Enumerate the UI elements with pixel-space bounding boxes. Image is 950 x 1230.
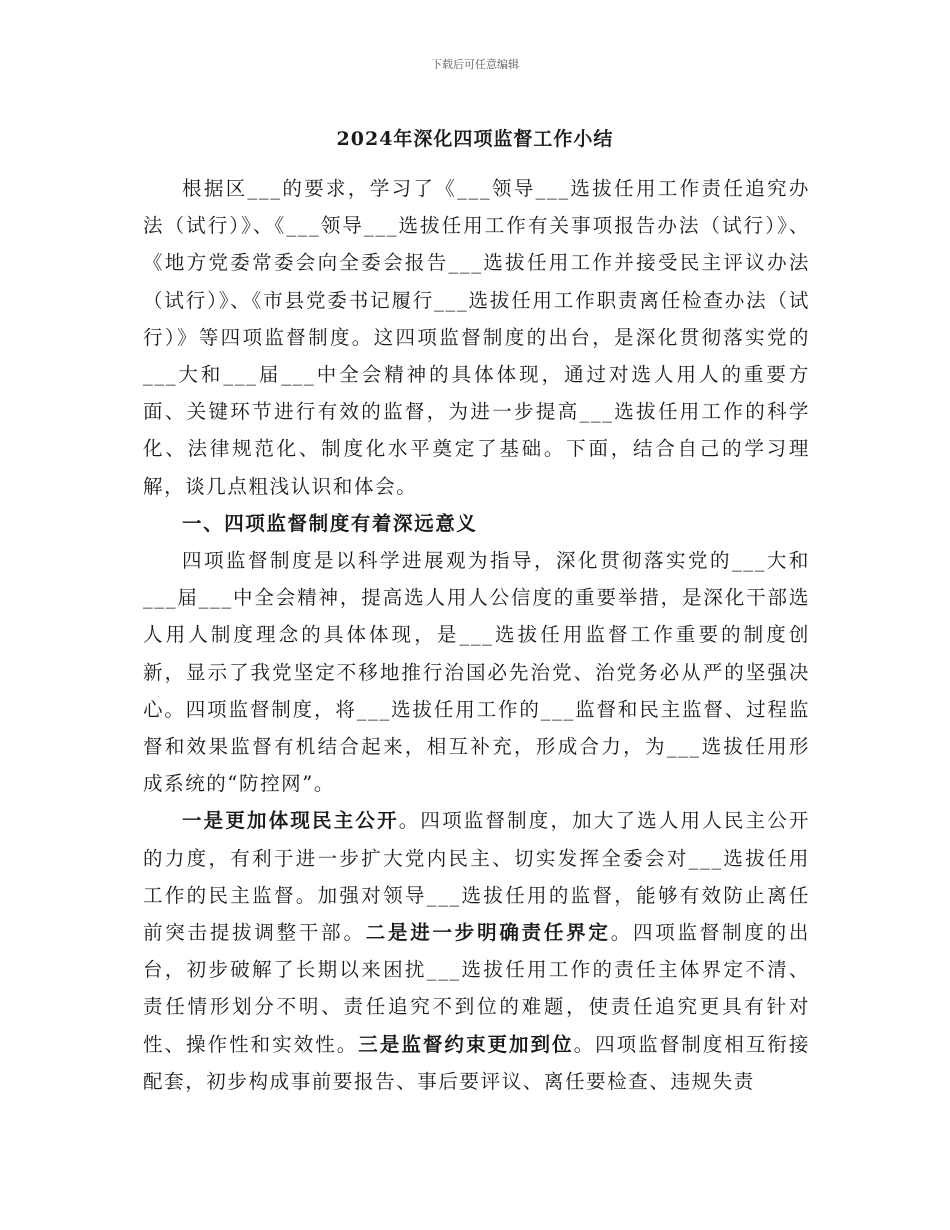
paragraph-points [143, 802, 810, 1100]
document-body [143, 170, 810, 1100]
point-2-text: 。四项监督制度的出台，初步破解了长期以来困扰___选拔任用工作的责任主体界定不清、责任情形划分不明、责任追究不到位的难题，使责任追究更具有针对性、操作性和实效性。 [143, 921, 810, 1056]
point-1-lead: 一是更加体现民主公开 [182, 809, 399, 833]
document-title: 2024年深化四项监督工作小结 [336, 128, 614, 150]
point-2-lead: 二是进一步明确责任界定 [365, 921, 611, 945]
point-3-text: 。四项监督制度相互衔接配套，初步构成事前要报告、事后要评议、离任要检查、违规失责 [143, 1032, 810, 1093]
point-3-lead: 三是监督约束更加到位 [358, 1032, 574, 1056]
header-note: 下载后可任意编辑 [431, 58, 519, 71]
paragraph-intro: 根据区___的要求，学习了《___领导___选拔任用工作责任追究办法（试行）》、《___领导___选拔任用工作有关事项报告办法（试行）》、《地方党委常委会向全委会报告___选拔任用工作并接受民主评议办法（试行）》、《市县党委书记履行___选拔任用工作职责离任检查办法（试行）》等四项监督制度。这四项监督制度的出台，是深化贯彻落实党的___大和___届___中全会精神的具体体现，通过对选人用人的重要方面、关键环节进行有效的监督，为进一步提高___选拔任用工作的科学化、法律规范化、制度化水平奠定了基础。下面，结合自己的学习理解，谈几点粗浅认识和体会。 [143, 177, 810, 498]
paragraph-significance: 四项监督制度是以科学进展观为指导，深化贯彻落实党的___大和___届___中全会精神，提高选人用人公信度的重要举措，是深化干部选人用人制度理念的具体体现，是___选拔任用监督工作重要的制度创新，显示了我党坚定不移地推行治国必先治党、治党务必从严的坚强决心。四项监督制度，将___选拔任用工作的___监督和民主监督、过程监督和效果监督有机结合起来，相互补充，形成合力，为___选拔任用形成系统的“防控网”。 [143, 549, 810, 796]
point-1-text: 。四项监督制度，加大了选人用人民主公开的力度，有利于进一步扩大党内民主、切实发挥全委会对___选拔任用工作的民主监督。加强对领导___选拔任用的监督，能够有效防止离任前突击提拔调整干部。 [143, 809, 810, 945]
section-heading-1: 一、四项监督制度有着深远意义 [182, 511, 478, 535]
